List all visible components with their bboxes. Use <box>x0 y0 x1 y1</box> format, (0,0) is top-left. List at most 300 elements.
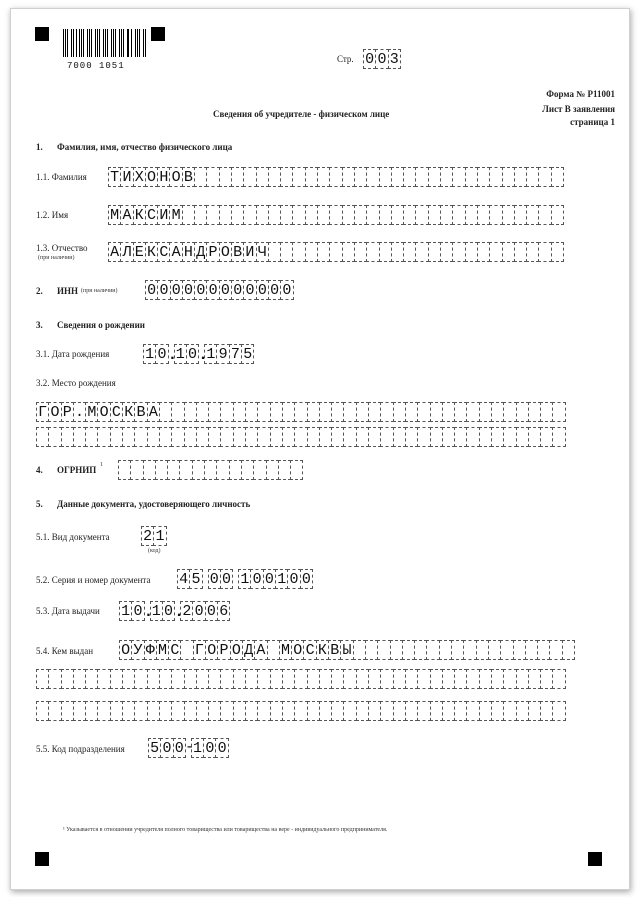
birth-place-field[interactable] <box>36 402 565 422</box>
char-cell: 5 <box>148 738 161 758</box>
char-cell: 4 <box>177 569 190 589</box>
char-cell: С <box>303 640 316 660</box>
char-cell <box>366 242 379 262</box>
char-cell <box>329 167 342 187</box>
char-cell <box>343 669 356 689</box>
char-cell <box>368 669 381 689</box>
char-cell <box>231 167 244 187</box>
char-cell: 0 <box>219 280 232 300</box>
char-cell: О <box>230 640 243 660</box>
char-cell <box>331 701 344 721</box>
char-cell: Г <box>36 402 49 422</box>
char-cell <box>233 402 246 422</box>
issue-date-label: 5.3. Дата выдачи <box>36 606 100 616</box>
char-cell <box>368 701 381 721</box>
char-cell <box>317 242 330 262</box>
char-cell: 5 <box>189 569 202 589</box>
char-cell: О <box>119 640 132 660</box>
char-cell <box>516 701 529 721</box>
name-label: 1.2. Имя <box>36 210 69 220</box>
section-4-number: 4. <box>36 465 43 475</box>
char-cell <box>503 402 516 422</box>
char-cell <box>147 427 160 447</box>
char-cell <box>280 242 293 262</box>
char-cell <box>451 640 464 660</box>
char-cell: 0 <box>186 344 199 364</box>
char-cell: 0 <box>162 601 175 621</box>
char-cell: 0 <box>208 569 221 589</box>
char-cell <box>85 701 98 721</box>
issued-by-field-line-3[interactable] <box>36 701 565 721</box>
sheet-label: Лист В заявления <box>542 104 615 114</box>
footnote: ¹ Указывается в отношении учредителя полного товарищества или товарищества на вере - индивидуального предпринимателя. <box>63 827 388 833</box>
char-cell <box>36 701 49 721</box>
char-cell: О <box>219 242 232 262</box>
char-cell <box>525 640 538 660</box>
char-cell <box>282 701 295 721</box>
char-cell: Ч <box>256 242 269 262</box>
char-cell <box>208 669 221 689</box>
char-cell <box>552 669 565 689</box>
char-cell <box>292 205 305 225</box>
char-cell: 0 <box>131 601 144 621</box>
char-cell <box>514 242 527 262</box>
char-cell: Д <box>242 640 255 660</box>
char-cell: А <box>169 242 182 262</box>
char-cell <box>294 669 307 689</box>
section-5-number: 5. <box>36 499 43 509</box>
char-cell <box>417 402 430 422</box>
char-cell <box>268 242 281 262</box>
char-cell <box>414 640 427 660</box>
char-cell: 0 <box>155 344 168 364</box>
char-cell: 3 <box>388 49 401 69</box>
doc-type-field[interactable] <box>141 526 166 546</box>
surname-field[interactable] <box>108 167 563 187</box>
char-cell <box>305 242 318 262</box>
separator-dot: . <box>174 603 184 621</box>
char-cell <box>516 669 529 689</box>
char-cell <box>465 205 478 225</box>
char-cell <box>562 640 575 660</box>
char-cell <box>526 205 539 225</box>
char-cell: У <box>131 640 144 660</box>
char-cell <box>220 427 233 447</box>
char-cell: Р <box>217 640 230 660</box>
char-cell <box>257 427 270 447</box>
char-cell <box>206 167 219 187</box>
char-cell <box>159 669 172 689</box>
char-cell <box>61 701 74 721</box>
char-cell <box>454 427 467 447</box>
char-cell <box>549 640 562 660</box>
barcode-number: 7000 1051 <box>67 61 125 71</box>
page-label: Стр. <box>337 54 354 64</box>
birth-place-field-line-2[interactable] <box>36 427 565 447</box>
barcode-bar <box>135 29 136 57</box>
char-cell <box>268 205 281 225</box>
name-field[interactable] <box>108 205 563 225</box>
char-cell: С <box>110 402 123 422</box>
char-cell <box>305 205 318 225</box>
char-cell <box>305 167 318 187</box>
char-cell <box>391 242 404 262</box>
char-cell <box>466 427 479 447</box>
char-cell <box>356 402 369 422</box>
char-cell <box>403 205 416 225</box>
char-cell <box>282 669 295 689</box>
char-cell <box>405 402 418 422</box>
char-cell <box>538 167 551 187</box>
char-cell: 0 <box>220 569 233 589</box>
char-cell <box>440 205 453 225</box>
char-cell <box>528 402 541 422</box>
char-cell <box>342 242 355 262</box>
char-cell: А <box>147 402 160 422</box>
char-cell: О <box>48 402 61 422</box>
char-cell <box>502 242 515 262</box>
char-cell <box>466 669 479 689</box>
dept-code-field[interactable] <box>148 738 228 758</box>
char-cell <box>502 205 515 225</box>
char-cell: 0 <box>287 569 300 589</box>
char-cell <box>159 427 172 447</box>
char-cell <box>380 427 393 447</box>
barcode-bar <box>131 29 132 57</box>
char-cell <box>245 701 258 721</box>
corner-marker-top-right <box>151 27 165 41</box>
char-cell <box>208 427 221 447</box>
char-cell <box>61 669 74 689</box>
char-cell <box>403 242 416 262</box>
char-cell <box>278 460 291 480</box>
form-sheet <box>10 8 630 890</box>
char-cell <box>540 402 553 422</box>
barcode-bar <box>115 29 116 57</box>
char-cell: 1 <box>119 601 132 621</box>
char-cell <box>219 167 232 187</box>
char-cell <box>134 669 147 689</box>
char-cell <box>489 205 502 225</box>
char-cell: 0 <box>231 280 244 300</box>
char-cell <box>219 205 232 225</box>
birth-date-field[interactable] <box>143 344 253 364</box>
char-cell: Т <box>108 167 121 187</box>
char-cell <box>184 402 197 422</box>
char-cell <box>294 701 307 721</box>
char-cell <box>476 640 489 660</box>
char-cell: В <box>328 640 341 660</box>
char-cell <box>454 701 467 721</box>
section-2-number: 2. <box>36 286 43 296</box>
char-cell: Х <box>133 167 146 187</box>
char-cell <box>513 640 526 660</box>
char-cell <box>229 460 242 480</box>
char-cell: К <box>316 640 329 660</box>
birth-date-label: 3.1. Дата рождения <box>36 349 110 359</box>
char-cell <box>502 167 515 187</box>
char-cell <box>477 242 490 262</box>
barcode-bar <box>111 29 112 57</box>
corner-marker-bottom-right <box>588 852 602 866</box>
char-cell <box>514 167 527 187</box>
char-cell: М <box>169 205 182 225</box>
char-cell: М <box>156 640 169 660</box>
char-cell: 1 <box>153 526 166 546</box>
char-cell <box>280 205 293 225</box>
char-cell <box>343 427 356 447</box>
section-1-number: 1. <box>36 142 43 152</box>
char-cell: К <box>133 205 146 225</box>
birth-place-label: 3.2. Место рождения <box>36 378 116 388</box>
char-cell <box>551 205 564 225</box>
barcode-bar <box>123 29 124 57</box>
char-cell <box>465 167 478 187</box>
char-cell <box>528 669 541 689</box>
char-cell: 0 <box>363 49 376 69</box>
doc-type-note: (код) <box>148 548 161 554</box>
char-cell <box>270 701 283 721</box>
char-cell: 1 <box>174 344 187 364</box>
char-cell <box>442 427 455 447</box>
char-cell <box>380 669 393 689</box>
char-cell <box>292 167 305 187</box>
char-cell <box>208 402 221 422</box>
char-cell <box>390 640 403 660</box>
char-cell <box>194 205 207 225</box>
char-cell <box>343 402 356 422</box>
char-cell: А <box>254 640 267 660</box>
char-cell <box>466 701 479 721</box>
char-cell <box>428 205 441 225</box>
char-cell <box>171 402 184 422</box>
char-cell <box>479 669 492 689</box>
corner-marker-bottom-left <box>35 852 49 866</box>
char-cell <box>491 402 504 422</box>
char-cell <box>331 669 344 689</box>
char-cell <box>73 427 86 447</box>
char-cell: Р <box>61 402 74 422</box>
char-cell <box>196 427 209 447</box>
issue-date-field[interactable] <box>119 601 229 621</box>
char-cell <box>415 242 428 262</box>
char-cell <box>256 205 269 225</box>
char-cell <box>466 402 479 422</box>
char-cell <box>354 205 367 225</box>
char-cell <box>220 669 233 689</box>
char-cell: 0 <box>194 280 207 300</box>
char-cell <box>342 205 355 225</box>
char-cell <box>85 669 98 689</box>
patronymic-field[interactable] <box>108 242 563 262</box>
char-cell <box>516 427 529 447</box>
char-cell: Н <box>182 242 195 262</box>
char-cell <box>365 640 378 660</box>
char-cell <box>182 205 195 225</box>
char-cell: 0 <box>268 280 281 300</box>
doc-type-label: 5.1. Вид документа <box>36 532 110 542</box>
char-cell: 0 <box>206 280 219 300</box>
char-cell <box>85 427 98 447</box>
char-cell: 0 <box>192 601 205 621</box>
char-cell: 1 <box>275 569 288 589</box>
dept-code-label: 5.5. Код подразделения <box>36 744 125 754</box>
char-cell <box>282 402 295 422</box>
char-cell <box>319 402 332 422</box>
char-cell <box>442 402 455 422</box>
char-cell <box>380 701 393 721</box>
barcode-bar <box>107 29 108 57</box>
char-cell <box>393 427 406 447</box>
char-cell <box>307 701 320 721</box>
char-cell <box>356 669 369 689</box>
patronymic-label: 1.3. Отчество <box>36 243 88 253</box>
char-cell <box>428 242 441 262</box>
char-cell <box>48 669 61 689</box>
separator-dash: - <box>184 738 195 756</box>
char-cell <box>233 701 246 721</box>
char-cell <box>134 427 147 447</box>
char-cell: О <box>291 640 304 660</box>
char-cell: 1 <box>238 569 251 589</box>
char-cell: Л <box>120 242 133 262</box>
form-title: Сведения об учредителе - физическом лице <box>213 109 390 119</box>
char-cell <box>551 242 564 262</box>
char-cell: 0 <box>300 569 313 589</box>
barcode-bar <box>71 29 72 57</box>
char-cell <box>307 427 320 447</box>
char-cell <box>97 427 110 447</box>
char-cell <box>179 460 192 480</box>
char-cell <box>415 167 428 187</box>
char-cell <box>97 701 110 721</box>
char-cell <box>196 402 209 422</box>
sheet-page-label: страница 1 <box>570 117 615 127</box>
issued-by-field[interactable] <box>119 640 574 660</box>
char-cell <box>356 427 369 447</box>
char-cell <box>465 242 478 262</box>
char-cell <box>180 640 193 660</box>
inn-field[interactable] <box>145 280 293 300</box>
char-cell: 6 <box>217 601 230 621</box>
char-cell: Ы <box>340 640 353 660</box>
char-cell <box>366 205 379 225</box>
char-cell: Д <box>194 242 207 262</box>
char-cell: 0 <box>205 601 218 621</box>
char-cell <box>540 701 553 721</box>
char-cell <box>110 701 123 721</box>
char-cell <box>143 460 156 480</box>
char-cell <box>368 402 381 422</box>
char-cell <box>405 701 418 721</box>
char-cell <box>393 701 406 721</box>
barcode-bar <box>91 29 92 57</box>
char-cell <box>256 167 269 187</box>
barcode-bar <box>143 29 144 57</box>
separator-dot: . <box>167 346 178 364</box>
char-cell <box>354 242 367 262</box>
char-cell <box>528 701 541 721</box>
char-cell: О <box>145 167 158 187</box>
char-cell: 7 <box>229 344 242 364</box>
issued-by-field-line-2[interactable] <box>36 669 565 689</box>
char-cell <box>184 427 197 447</box>
char-cell: А <box>120 205 133 225</box>
page-number-cells <box>363 49 400 69</box>
char-cell: А <box>108 242 121 262</box>
char-cell <box>538 205 551 225</box>
char-cell <box>452 167 465 187</box>
char-cell: 0 <box>182 280 195 300</box>
char-cell <box>206 205 219 225</box>
char-cell <box>134 701 147 721</box>
char-cell <box>36 427 49 447</box>
char-cell <box>526 167 539 187</box>
char-cell <box>159 701 172 721</box>
char-cell <box>73 669 86 689</box>
char-cell <box>204 460 217 480</box>
char-cell: С <box>157 242 170 262</box>
ogrnip-field[interactable] <box>118 460 302 480</box>
char-cell <box>319 427 332 447</box>
char-cell <box>552 402 565 422</box>
char-cell: Е <box>133 242 146 262</box>
char-cell <box>463 640 476 660</box>
barcode-bar <box>83 29 84 57</box>
char-cell <box>194 167 207 187</box>
char-cell <box>430 701 443 721</box>
char-cell <box>479 701 492 721</box>
char-cell <box>147 669 160 689</box>
char-cell <box>268 167 281 187</box>
char-cell <box>184 669 197 689</box>
barcode-image <box>63 29 147 59</box>
char-cell <box>430 427 443 447</box>
char-cell <box>48 427 61 447</box>
char-cell <box>366 167 379 187</box>
barcode-bar <box>99 29 100 57</box>
char-cell: 0 <box>375 49 388 69</box>
separator-dot: . <box>143 603 154 621</box>
char-cell <box>243 205 256 225</box>
char-cell <box>417 427 430 447</box>
char-cell <box>403 167 416 187</box>
char-cell <box>233 669 246 689</box>
char-cell <box>430 669 443 689</box>
char-cell <box>477 205 490 225</box>
char-cell <box>319 669 332 689</box>
char-cell <box>270 669 283 689</box>
char-cell <box>514 205 527 225</box>
doc-series-field[interactable] <box>177 569 312 589</box>
char-cell <box>538 242 551 262</box>
char-cell <box>377 640 390 660</box>
char-cell: Р <box>206 242 219 262</box>
char-cell <box>110 427 123 447</box>
char-cell: К <box>145 242 158 262</box>
char-cell <box>317 167 330 187</box>
char-cell: 0 <box>243 280 256 300</box>
char-cell: М <box>85 402 98 422</box>
char-cell <box>196 669 209 689</box>
char-cell <box>97 669 110 689</box>
char-cell <box>319 701 332 721</box>
char-cell: 0 <box>160 738 173 758</box>
char-cell: 9 <box>216 344 229 364</box>
char-cell <box>196 701 209 721</box>
char-cell: 0 <box>145 280 158 300</box>
char-cell <box>537 640 550 660</box>
